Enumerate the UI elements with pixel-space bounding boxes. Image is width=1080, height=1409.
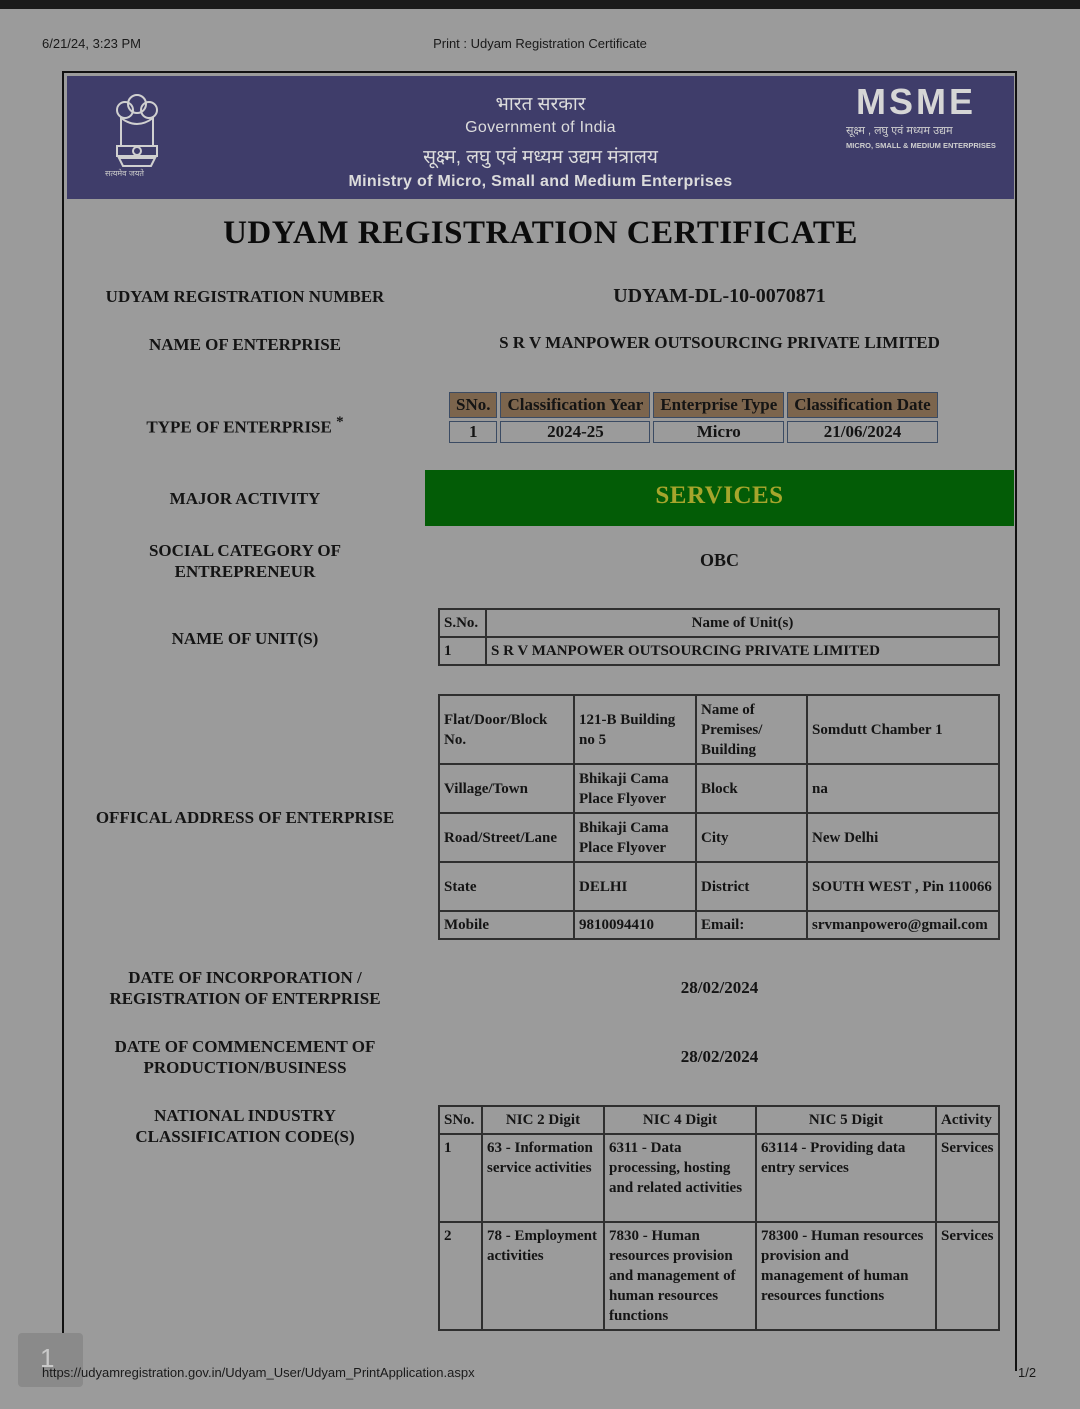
table-cell: Services	[936, 1134, 999, 1222]
print-date: 6/21/24, 3:23 PM	[42, 36, 142, 51]
print-title: Print : Udyam Registration Certificate	[433, 36, 647, 51]
nic-table	[438, 1105, 1000, 1331]
table-cell: District	[696, 862, 807, 911]
table-header-cell: Name of Unit(s)	[486, 609, 999, 637]
table-cell: 63114 - Providing data entry services	[756, 1134, 936, 1222]
government-banner	[67, 76, 1014, 199]
table-cell: 1	[449, 421, 497, 443]
enterprise-type-table	[446, 389, 941, 446]
table-header-cell: Activity	[936, 1106, 999, 1134]
table-header-row	[439, 609, 999, 637]
table-header-row	[439, 1106, 999, 1134]
emblem-caption: सत्यमेव जयते	[105, 169, 144, 178]
table-row	[439, 911, 999, 939]
social-category-label	[75, 540, 415, 582]
table-cell: Bhikaji Cama Place Flyover	[574, 764, 696, 813]
commencement-date: 28/02/2024	[680, 1047, 759, 1066]
table-cell: Name of Premises/ Building	[696, 695, 807, 764]
table-cell: New Delhi	[807, 813, 999, 862]
required-star: *	[336, 414, 344, 430]
table-row	[439, 862, 999, 911]
table-cell: 6311 - Data processing, hosting and related activities	[604, 1134, 756, 1222]
unit-table	[438, 608, 1000, 666]
enterprise-name-label: NAME OF ENTERPRISE	[148, 335, 342, 354]
table-cell: Village/Town	[439, 764, 574, 813]
major-activity-value: SERVICES	[655, 482, 784, 509]
table-row	[439, 1134, 999, 1222]
table-cell: Flat/Door/Block No.	[439, 695, 574, 764]
table-cell: 78300 - Human resources provision and management of human resources functions	[756, 1222, 936, 1330]
enterprise-name-value: S R V MANPOWER OUTSOURCING PRIVATE LIMITED	[499, 333, 940, 352]
nic-label	[75, 1105, 415, 1147]
nic-label-line2: CLASSIFICATION CODE(S)	[135, 1127, 355, 1146]
commencement-label-line1: DATE OF COMMENCEMENT OF	[114, 1037, 376, 1056]
table-cell: 21/06/2024	[787, 421, 937, 443]
commencement-label-line2: PRODUCTION/BUSINESS	[143, 1058, 347, 1077]
table-header-cell: NIC 5 Digit	[756, 1106, 936, 1134]
page-number-badge[interactable]: 1	[18, 1333, 83, 1387]
table-cell: Somdutt Chamber 1	[807, 695, 999, 764]
unit-label: NAME OF UNIT(S)	[171, 629, 319, 648]
table-cell: 9810094410	[574, 911, 696, 939]
table-header-cell: S.No.	[439, 609, 486, 637]
table-row	[439, 764, 999, 813]
table-cell: 78 - Employment activities	[482, 1222, 604, 1330]
table-cell: 1	[439, 637, 486, 665]
table-cell: 63 - Information service activities	[482, 1134, 604, 1222]
certificate-title: UDYAM REGISTRATION CERTIFICATE	[223, 215, 858, 251]
print-url: https://udyamregistration.gov.in/Udyam_User/Udyam_PrintApplication.aspx	[42, 1365, 475, 1380]
table-cell: na	[807, 764, 999, 813]
table-cell: Mobile	[439, 911, 574, 939]
table-cell: State	[439, 862, 574, 911]
table-cell: Email:	[696, 911, 807, 939]
reg-number-label: UDYAM REGISTRATION NUMBER	[105, 287, 385, 306]
enterprise-type-label	[75, 412, 415, 438]
social-category-label-line1: SOCIAL CATEGORY OF	[148, 541, 342, 560]
hindi-ministry-text: सूक्ष्म, लघु एवं मध्यम उद्यम मंत्रालय	[423, 147, 658, 168]
table-header-cell: NIC 2 Digit	[482, 1106, 604, 1134]
government-text: Government of India	[465, 119, 616, 136]
table-cell: srvmanpowero@gmail.com	[807, 911, 999, 939]
social-category-value: OBC	[699, 550, 739, 570]
commencement-label	[75, 1036, 415, 1078]
reg-number-value: UDYAM-DL-10-0070871	[613, 285, 826, 307]
table-row	[439, 637, 999, 665]
table-header-cell: Classification Year	[500, 392, 650, 418]
enterprise-type-label-text: TYPE OF ENTERPRISE	[146, 417, 332, 437]
table-cell: 2	[439, 1222, 482, 1330]
social-category-label-line2: ENTREPRENEUR	[174, 562, 316, 581]
table-cell: DELHI	[574, 862, 696, 911]
table-cell: 7830 - Human resources provision and management of human resources functions	[604, 1222, 756, 1330]
window-top-bar	[0, 0, 1080, 9]
table-cell: Services	[936, 1222, 999, 1330]
major-activity-label: MAJOR ACTIVITY	[169, 489, 321, 508]
table-header-row	[449, 392, 938, 418]
hindi-government-text: भारत सरकार	[495, 94, 586, 115]
table-header-cell: Enterprise Type	[653, 392, 784, 418]
table-cell: SOUTH WEST , Pin 110066	[807, 862, 999, 911]
nic-label-line1: NATIONAL INDUSTRY	[154, 1106, 336, 1125]
table-cell: S R V MANPOWER OUTSOURCING PRIVATE LIMITED	[486, 637, 999, 665]
msme-logo-text: MSME	[856, 84, 976, 118]
table-row	[449, 421, 938, 443]
table-cell: Bhikaji Cama Place Flyover	[574, 813, 696, 862]
msme-hindi-text: सूक्ष्म , लघु एवं मध्यम उद्यम	[846, 125, 953, 137]
incorporation-label-line2: REGISTRATION OF ENTERPRISE	[109, 989, 381, 1008]
msme-logo	[844, 84, 989, 118]
table-cell: Road/Street/Lane	[439, 813, 574, 862]
table-cell: 1	[439, 1134, 482, 1222]
table-cell: Micro	[653, 421, 784, 443]
table-row	[439, 1222, 999, 1330]
table-header-cell: SNo.	[449, 392, 497, 418]
table-cell: 2024-25	[500, 421, 650, 443]
incorporation-label	[75, 967, 415, 1009]
table-cell: 121-B Building no 5	[574, 695, 696, 764]
table-cell: City	[696, 813, 807, 862]
table-row	[439, 695, 999, 764]
address-label: OFFICAL ADDRESS OF ENTERPRISE	[95, 808, 395, 827]
print-page-number: 1/2	[1018, 1365, 1037, 1380]
table-cell: Block	[696, 764, 807, 813]
table-header-cell: NIC 4 Digit	[604, 1106, 756, 1134]
incorporation-label-line1: DATE OF INCORPORATION /	[128, 968, 362, 987]
table-row	[439, 813, 999, 862]
ministry-text: Ministry of Micro, Small and Medium Enterprises	[348, 173, 733, 190]
major-activity-banner	[425, 470, 1014, 526]
table-header-cell: SNo.	[439, 1106, 482, 1134]
msme-subtitle: MICRO, SMALL & MEDIUM ENTERPRISES	[846, 141, 996, 150]
table-header-cell: Classification Date	[787, 392, 937, 418]
incorporation-date: 28/02/2024	[680, 978, 759, 997]
address-table	[438, 694, 1000, 940]
